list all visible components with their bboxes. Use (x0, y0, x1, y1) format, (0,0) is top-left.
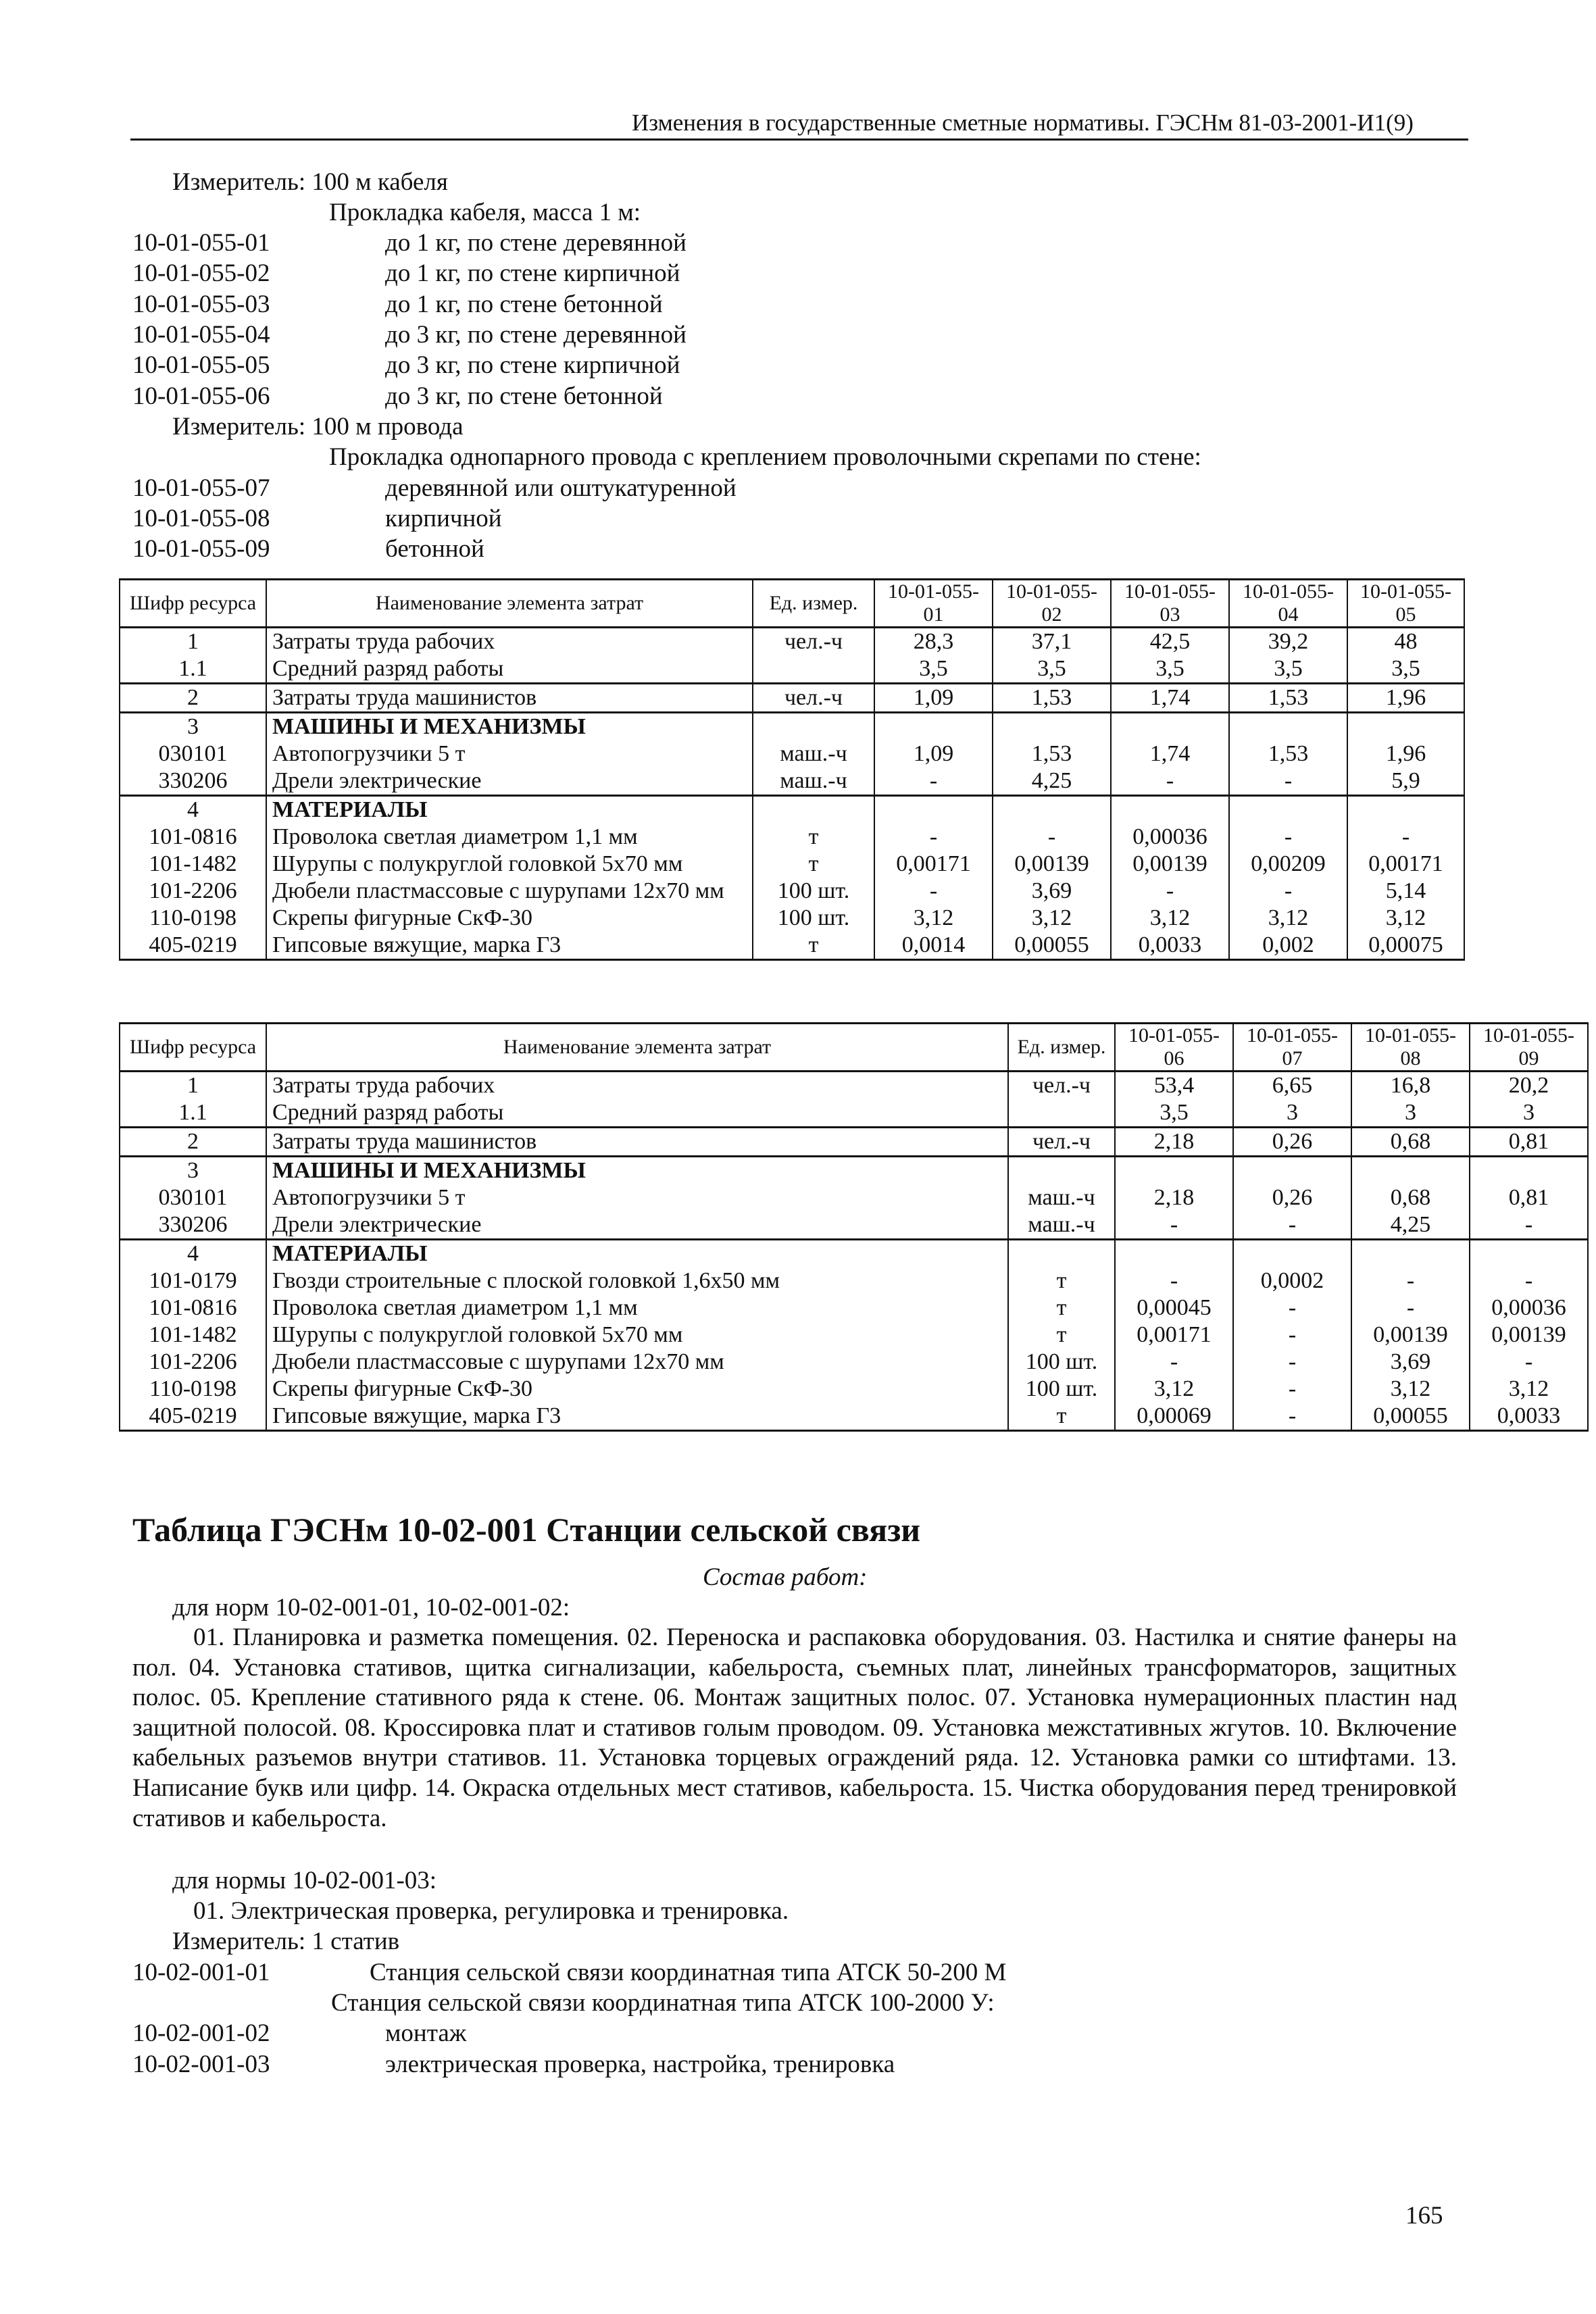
unit-cell: чел.-ч (753, 628, 874, 656)
value-cell: 3 (1233, 1099, 1351, 1128)
value-cell: 2,18 (1115, 1184, 1233, 1211)
resource-code-cell: 1 (120, 628, 266, 656)
value-cell: 53,4 (1115, 1072, 1233, 1100)
resource-code-cell: 405-0219 (120, 932, 266, 960)
norm-description: до 1 кг, по стене деревянной (385, 229, 687, 257)
value-cell: 3,69 (993, 878, 1111, 905)
resource-name-cell: Затраты труда машинистов (266, 684, 753, 713)
value-cell: 0,0014 (874, 932, 993, 960)
unit-cell (1008, 1157, 1115, 1185)
value-cell: 5,9 (1347, 768, 1464, 796)
composition-label: Состав работ: (703, 1563, 868, 1591)
column-header: Наименование элемента затрат (266, 580, 753, 628)
value-cell: - (1115, 1267, 1233, 1294)
resource-name-cell: Гвозди строительные с плоской головкой 1,6х50 мм (266, 1267, 1008, 1294)
value-cell: - (1229, 824, 1347, 851)
resource-code-cell: 1.1 (120, 655, 266, 684)
table-row (120, 628, 1464, 656)
table-row (120, 1267, 1588, 1294)
table-row (120, 1376, 1588, 1403)
resource-name-cell: Затраты труда рабочих (266, 628, 753, 656)
value-cell: 0,0033 (1111, 932, 1229, 960)
norm-code: 10-02-001-01 (132, 1959, 270, 1986)
works-list-2: 01. Электрическая проверка, регулировка и тренировка. (193, 1897, 789, 1925)
norm-code: 10-01-055-02 (132, 259, 270, 287)
column-header: Шифр ресурса (120, 1024, 266, 1072)
value-cell: - (1233, 1294, 1351, 1322)
resource-code-cell: 3 (120, 713, 266, 741)
unit-cell: маш.-ч (1008, 1211, 1115, 1240)
unit-cell: 100 шт. (753, 878, 874, 905)
resource-code-cell: 2 (120, 684, 266, 713)
resource-code-cell: 030101 (120, 1184, 266, 1211)
value-cell: 3,12 (874, 905, 993, 932)
header-divider (130, 139, 1468, 141)
norm-description: монтаж (385, 2019, 467, 2047)
resource-code-cell: 1.1 (120, 1099, 266, 1128)
value-cell: 0,00075 (1347, 932, 1464, 960)
value-cell: 3,5 (1229, 655, 1347, 684)
table-row (120, 1349, 1588, 1376)
resource-name-cell: Средний разряд работы (266, 1099, 1008, 1128)
table-row (120, 713, 1464, 741)
value-cell: 0,0033 (1470, 1403, 1588, 1431)
resource-name-cell: Шурупы с полукруглой головкой 5х70 мм (266, 851, 753, 878)
column-header: 10-01-055-01 (874, 580, 993, 628)
value-cell (874, 796, 993, 824)
norm-description: до 3 кг, по стене бетонной (385, 382, 663, 410)
norm-code: 10-01-055-05 (132, 351, 270, 379)
resource-code-cell: 101-1482 (120, 851, 266, 878)
resource-code-cell: 101-2206 (120, 878, 266, 905)
column-header: Шифр ресурса (120, 580, 266, 628)
resource-name-cell: Затраты труда рабочих (266, 1072, 1008, 1100)
table-row (120, 1184, 1588, 1211)
value-cell (993, 713, 1111, 741)
table-row (120, 1072, 1588, 1100)
table-row (120, 1322, 1588, 1349)
value-cell: 20,2 (1470, 1072, 1588, 1100)
resource-name-cell: Проволока светлая диаметром 1,1 мм (266, 1294, 1008, 1322)
value-cell: - (1233, 1376, 1351, 1403)
resource-name-cell: Гипсовые вяжущие, марка Г3 (266, 932, 753, 960)
value-cell: 1,53 (993, 684, 1111, 713)
norm-description: бетонной (385, 535, 484, 563)
value-cell: 0,00045 (1115, 1294, 1233, 1322)
norm-description: кирпичной (385, 505, 502, 532)
resource-table-2 (119, 1022, 1589, 1432)
for-norms-1: для норм 10-02-001-01, 10-02-001-02: (172, 1594, 570, 1621)
column-header: 10-01-055-03 (1111, 580, 1229, 628)
wire-heading: Прокладка однопарного провода с креплением проволочными скрепами по стене: (329, 443, 1201, 471)
unit-cell (1008, 1240, 1115, 1268)
table-row (120, 740, 1464, 768)
resource-table-1 (119, 578, 1465, 961)
norm-description: до 1 кг, по стене кирпичной (385, 259, 680, 287)
value-cell: - (1111, 878, 1229, 905)
value-cell: 3,12 (1351, 1376, 1470, 1403)
table-row (120, 684, 1464, 713)
table-row (120, 1157, 1588, 1185)
value-cell: - (1470, 1267, 1588, 1294)
value-cell: 4,25 (993, 768, 1111, 796)
value-cell (1347, 796, 1464, 824)
value-cell: - (1351, 1267, 1470, 1294)
value-cell: 1,96 (1347, 684, 1464, 713)
resource-code-cell: 030101 (120, 740, 266, 768)
column-header: 10-01-055-08 (1351, 1024, 1470, 1072)
value-cell: - (1233, 1349, 1351, 1376)
table-header-row (120, 580, 1464, 628)
value-cell (1351, 1240, 1470, 1268)
value-cell: - (1115, 1211, 1233, 1240)
value-cell (993, 796, 1111, 824)
for-norms-2: для нормы 10-02-001-03: (172, 1867, 437, 1894)
resource-name-cell: Автопогрузчики 5 т (266, 1184, 1008, 1211)
resource-name-cell: Средний разряд работы (266, 655, 753, 684)
resource-code-cell: 101-0816 (120, 824, 266, 851)
value-cell (1111, 796, 1229, 824)
norm-code: 10-01-055-04 (132, 321, 270, 349)
table-row (120, 796, 1464, 824)
unit-cell: т (753, 824, 874, 851)
table-row (120, 1099, 1588, 1128)
value-cell: 16,8 (1351, 1072, 1470, 1100)
table-row (120, 1211, 1588, 1240)
norm-code: 10-02-001-02 (132, 2019, 270, 2047)
unit-cell: 100 шт. (753, 905, 874, 932)
value-cell: 3,5 (993, 655, 1111, 684)
unit-cell: чел.-ч (1008, 1072, 1115, 1100)
value-cell: 3,5 (1115, 1099, 1233, 1128)
value-cell: 0,00139 (993, 851, 1111, 878)
resource-name-cell: МАТЕРИАЛЫ (266, 1240, 1008, 1268)
resource-name-cell: Гипсовые вяжущие, марка Г3 (266, 1403, 1008, 1431)
value-cell (1229, 796, 1347, 824)
column-header: Наименование элемента затрат (266, 1024, 1008, 1072)
value-cell: 0,0002 (1233, 1267, 1351, 1294)
value-cell (1470, 1157, 1588, 1185)
value-cell: 3,69 (1351, 1349, 1470, 1376)
table-row (120, 1128, 1588, 1157)
unit-cell: 100 шт. (1008, 1349, 1115, 1376)
value-cell: - (1233, 1322, 1351, 1349)
value-cell: 39,2 (1229, 628, 1347, 656)
value-cell (1115, 1157, 1233, 1185)
value-cell: 1,09 (874, 684, 993, 713)
table-row (120, 655, 1464, 684)
unit-cell: чел.-ч (753, 684, 874, 713)
resource-code-cell: 330206 (120, 1211, 266, 1240)
value-cell: 2,18 (1115, 1128, 1233, 1157)
meter-cable: Измеритель: 100 м кабеля (172, 168, 448, 196)
value-cell: 0,00055 (1351, 1403, 1470, 1431)
unit-cell: чел.-ч (1008, 1128, 1115, 1157)
value-cell: - (1470, 1349, 1588, 1376)
value-cell: - (1233, 1403, 1351, 1431)
column-header: Ед. измер. (753, 580, 874, 628)
running-header: Изменения в государственные сметные нормативы. ГЭСНм 81-03-2001-И1(9) (632, 109, 1414, 136)
column-header: 10-01-055-07 (1233, 1024, 1351, 1072)
value-cell: 1,74 (1111, 740, 1229, 768)
column-header: 10-01-055-09 (1470, 1024, 1588, 1072)
resource-code-cell: 110-0198 (120, 905, 266, 932)
value-cell: 1,96 (1347, 740, 1464, 768)
cable-heading: Прокладка кабеля, масса 1 м: (329, 199, 641, 226)
value-cell (1229, 713, 1347, 741)
value-cell: 3 (1470, 1099, 1588, 1128)
meter-stativ: Измеритель: 1 статив (172, 1928, 400, 1955)
unit-cell: маш.-ч (753, 740, 874, 768)
norm-description: Станция сельской связи координатная типа АТСК 50-200 М (370, 1959, 1007, 1986)
table-row (120, 1240, 1588, 1268)
unit-cell: т (753, 851, 874, 878)
value-cell: 3 (1351, 1099, 1470, 1128)
value-cell: - (874, 768, 993, 796)
value-cell: 0,00139 (1470, 1322, 1588, 1349)
resource-name-cell: МАШИНЫ И МЕХАНИЗМЫ (266, 713, 753, 741)
value-cell: 0,00036 (1111, 824, 1229, 851)
value-cell: - (993, 824, 1111, 851)
value-cell (874, 713, 993, 741)
resource-name-cell: Дюбели пластмассовые с шурупами 12х70 мм (266, 878, 753, 905)
value-cell (1111, 713, 1229, 741)
value-cell: 0,81 (1470, 1128, 1588, 1157)
value-cell (1233, 1157, 1351, 1185)
value-cell: 0,26 (1233, 1184, 1351, 1211)
table-row (120, 932, 1464, 960)
value-cell: 3,12 (1111, 905, 1229, 932)
value-cell: 3,5 (1111, 655, 1229, 684)
column-header: 10-01-055-05 (1347, 580, 1464, 628)
table-row (120, 1403, 1588, 1431)
value-cell: 1,74 (1111, 684, 1229, 713)
resource-name-cell: Шурупы с полукруглой головкой 5х70 мм (266, 1322, 1008, 1349)
table-row (120, 1294, 1588, 1322)
resource-name-cell: Дрели электрические (266, 768, 753, 796)
value-cell: 0,00055 (993, 932, 1111, 960)
value-cell: 3,12 (993, 905, 1111, 932)
value-cell (1470, 1240, 1588, 1268)
value-cell: 0,00139 (1111, 851, 1229, 878)
value-cell: 3,5 (1347, 655, 1464, 684)
value-cell: 0,00171 (1347, 851, 1464, 878)
value-cell: 1,53 (1229, 740, 1347, 768)
unit-cell: маш.-ч (1008, 1184, 1115, 1211)
resource-code-cell: 3 (120, 1157, 266, 1185)
table-row (120, 768, 1464, 796)
norm-code: 10-01-055-08 (132, 505, 270, 532)
value-cell: - (1229, 878, 1347, 905)
value-cell (1347, 713, 1464, 741)
value-cell (1351, 1157, 1470, 1185)
resource-name-cell: Скрепы фигурные СкФ-30 (266, 1376, 1008, 1403)
value-cell: 48 (1347, 628, 1464, 656)
value-cell: 0,00139 (1351, 1322, 1470, 1349)
norm-code: 10-01-055-07 (132, 474, 270, 502)
value-cell: 0,81 (1470, 1184, 1588, 1211)
resource-name-cell: Дюбели пластмассовые с шурупами 12х70 мм (266, 1349, 1008, 1376)
unit-cell: т (1008, 1267, 1115, 1294)
resource-code-cell: 101-0179 (120, 1267, 266, 1294)
norm-code: 10-01-055-01 (132, 229, 270, 257)
unit-cell (1008, 1099, 1115, 1128)
column-header: 10-01-055-02 (993, 580, 1111, 628)
unit-cell (753, 796, 874, 824)
value-cell: - (1229, 768, 1347, 796)
value-cell: - (874, 824, 993, 851)
resource-code-cell: 330206 (120, 768, 266, 796)
resource-code-cell: 2 (120, 1128, 266, 1157)
value-cell: 3,12 (1229, 905, 1347, 932)
value-cell: 0,26 (1233, 1128, 1351, 1157)
norm-code: 10-01-055-06 (132, 382, 270, 410)
column-header: 10-01-055-04 (1229, 580, 1347, 628)
norm-description: деревянной или оштукатуренной (385, 474, 737, 502)
value-cell: 37,1 (993, 628, 1111, 656)
unit-cell: т (1008, 1322, 1115, 1349)
table-row (120, 824, 1464, 851)
value-cell: 3,12 (1470, 1376, 1588, 1403)
unit-cell: т (1008, 1294, 1115, 1322)
value-cell: 6,65 (1233, 1072, 1351, 1100)
page-number: 165 (1405, 2202, 1443, 2230)
value-cell: 0,00171 (874, 851, 993, 878)
norm-description: до 1 кг, по стене бетонной (385, 291, 663, 318)
value-cell: - (1115, 1349, 1233, 1376)
value-cell: - (1351, 1294, 1470, 1322)
resource-code-cell: 110-0198 (120, 1376, 266, 1403)
value-cell: 0,68 (1351, 1184, 1470, 1211)
resource-code-cell: 101-0816 (120, 1294, 266, 1322)
resource-name-cell: МАТЕРИАЛЫ (266, 796, 753, 824)
value-cell (1115, 1240, 1233, 1268)
resource-name-cell: Дрели электрические (266, 1211, 1008, 1240)
value-cell: 3,5 (874, 655, 993, 684)
value-cell: - (1111, 768, 1229, 796)
value-cell: 3,12 (1115, 1376, 1233, 1403)
resource-code-cell: 4 (120, 1240, 266, 1268)
meter-wire: Измеритель: 100 м провода (172, 413, 464, 441)
subheading: Станция сельской связи координатная типа АТСК 100-2000 У: (331, 1989, 995, 2017)
resource-name-cell: Скрепы фигурные СкФ-30 (266, 905, 753, 932)
value-cell: - (1233, 1211, 1351, 1240)
norm-code: 10-01-055-03 (132, 291, 270, 318)
value-cell: 1,53 (1229, 684, 1347, 713)
unit-cell: т (1008, 1403, 1115, 1431)
section-title: Таблица ГЭСНм 10-02-001 Станции сельской связи (132, 1511, 921, 1549)
resource-code-cell: 1 (120, 1072, 266, 1100)
value-cell: 42,5 (1111, 628, 1229, 656)
value-cell: 28,3 (874, 628, 993, 656)
unit-cell (753, 655, 874, 684)
value-cell: 0,00171 (1115, 1322, 1233, 1349)
value-cell: 1,53 (993, 740, 1111, 768)
norm-description: до 3 кг, по стене кирпичной (385, 351, 680, 379)
norm-code: 10-01-055-09 (132, 535, 270, 563)
value-cell: 0,00209 (1229, 851, 1347, 878)
resource-name-cell: Затраты труда машинистов (266, 1128, 1008, 1157)
value-cell: 0,68 (1351, 1128, 1470, 1157)
value-cell: 0,00069 (1115, 1403, 1233, 1431)
norm-description: до 3 кг, по стене деревянной (385, 321, 687, 349)
resource-code-cell: 101-1482 (120, 1322, 266, 1349)
column-header: Ед. измер. (1008, 1024, 1115, 1072)
norm-description: электрическая проверка, настройка, тренировка (385, 2051, 895, 2078)
value-cell: 3,12 (1347, 905, 1464, 932)
value-cell: 0,00036 (1470, 1294, 1588, 1322)
value-cell: - (1470, 1211, 1588, 1240)
table-row (120, 851, 1464, 878)
unit-cell (753, 713, 874, 741)
unit-cell: 100 шт. (1008, 1376, 1115, 1403)
unit-cell: т (753, 932, 874, 960)
value-cell: 1,09 (874, 740, 993, 768)
norm-code: 10-02-001-03 (132, 2051, 270, 2078)
resource-name-cell: Автопогрузчики 5 т (266, 740, 753, 768)
value-cell: 4,25 (1351, 1211, 1470, 1240)
resource-name-cell: МАШИНЫ И МЕХАНИЗМЫ (266, 1157, 1008, 1185)
resource-code-cell: 101-2206 (120, 1349, 266, 1376)
table-row (120, 905, 1464, 932)
table-header-row (120, 1024, 1588, 1072)
resource-code-cell: 4 (120, 796, 266, 824)
works-list-1: 01. Планировка и разметка помещения. 02. Переноска и распаковка оборудования. 03. Настилка и снятие фанеры на пол. 04. Установка стативов, щитка сигнализации, кабельроста, съемных плат, линейных трансформаторов, защитных полос. 05. Крепление стативного ряда к стене. 06. Монтаж защитных полос. 07. Установка нумерационных пластин над защитной полосой. 08. Кроссировка плат и стативов голым проводом. 09. Установка межстативных жгутов. 10. Включение кабельных разъемов внутри стативов. 11. Установка торцевых ограждений ряда. 12. Установка рамки со штифтами. 13. Написание букв или цифр. 14. Окраска отдельных мест стативов, кабельроста. 15. Чистка оборудования перед тренировкой стативов и кабельроста. (132, 1624, 1457, 1832)
value-cell: - (1347, 824, 1464, 851)
resource-code-cell: 405-0219 (120, 1403, 266, 1431)
value-cell: - (874, 878, 993, 905)
value-cell: 0,002 (1229, 932, 1347, 960)
table-row (120, 878, 1464, 905)
resource-name-cell: Проволока светлая диаметром 1,1 мм (266, 824, 753, 851)
value-cell: 5,14 (1347, 878, 1464, 905)
unit-cell: маш.-ч (753, 768, 874, 796)
column-header: 10-01-055-06 (1115, 1024, 1233, 1072)
value-cell (1233, 1240, 1351, 1268)
